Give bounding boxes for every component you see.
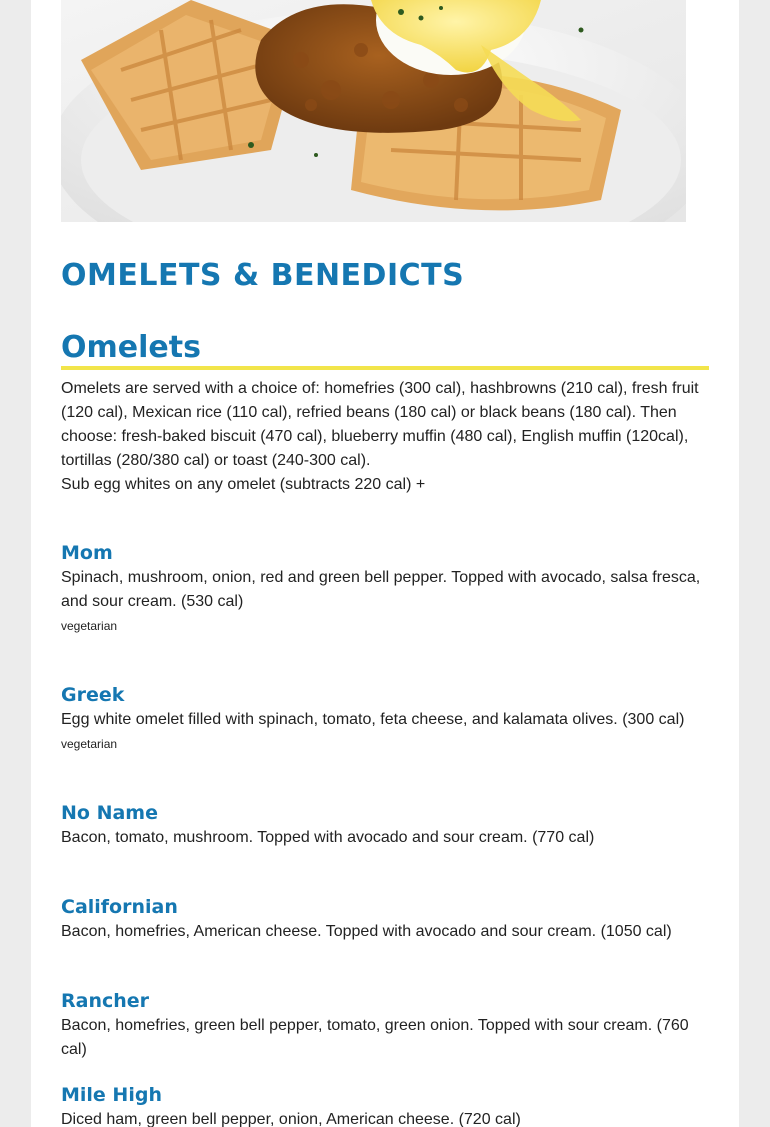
menu-item <box>61 894 709 988</box>
dietary-tag: vegetarian <box>61 737 118 751</box>
menu-item-list <box>61 540 709 1127</box>
category-title: Omelets <box>61 330 709 370</box>
item-name: Mom <box>61 542 113 564</box>
dietary-tag: vegetarian <box>61 619 118 633</box>
sub-egg-whites-note: Sub egg whites on any omelet (subtracts 220 cal) + <box>61 476 426 493</box>
item-name: Mile High <box>61 1084 162 1106</box>
hero-food-image <box>61 0 686 222</box>
item-description: Bacon, tomato, mushroom. Topped with avocado and sour cream. (770 cal) <box>61 829 595 846</box>
menu-page <box>31 0 739 1127</box>
category-intro <box>61 377 709 497</box>
item-name: Greek <box>61 684 125 706</box>
menu-item <box>61 1082 709 1127</box>
item-description: Diced ham, green bell pepper, onion, American cheese. (720 cal) <box>61 1111 521 1127</box>
item-name: No Name <box>61 802 158 824</box>
intro-text: Omelets are served with a choice of: homefries (300 cal), hashbrowns (210 cal), fresh fruit (120 cal), Mexican rice (110 cal), refried beans (180 cal) or black beans (180 cal). Then choose: fresh-baked biscuit (470 cal), blueberry muffin (480 cal), English muffin (120cal), tortillas (280/380 cal) or toast (240-300 cal). <box>61 380 699 469</box>
menu-item <box>61 988 709 1082</box>
menu-item <box>61 540 709 682</box>
item-name: Californian <box>61 896 178 918</box>
item-description: Bacon, homefries, green bell pepper, tomato, green onion. Topped with sour cream. (760 cal) <box>61 1017 689 1058</box>
chicken-waffle-benedict-photo <box>61 0 686 222</box>
section-title: OMELETS & BENEDICTS <box>61 258 465 293</box>
item-description: Egg white omelet filled with spinach, tomato, feta cheese, and kalamata olives. (300 cal) <box>61 711 685 728</box>
item-name: Rancher <box>61 990 150 1012</box>
menu-item <box>61 682 709 800</box>
menu-item <box>61 800 709 894</box>
item-description: Spinach, mushroom, onion, red and green bell pepper. Topped with avocado, salsa fresca, and sour cream. (530 cal) <box>61 569 701 610</box>
item-description: Bacon, homefries, American cheese. Topped with avocado and sour cream. (1050 cal) <box>61 923 672 940</box>
